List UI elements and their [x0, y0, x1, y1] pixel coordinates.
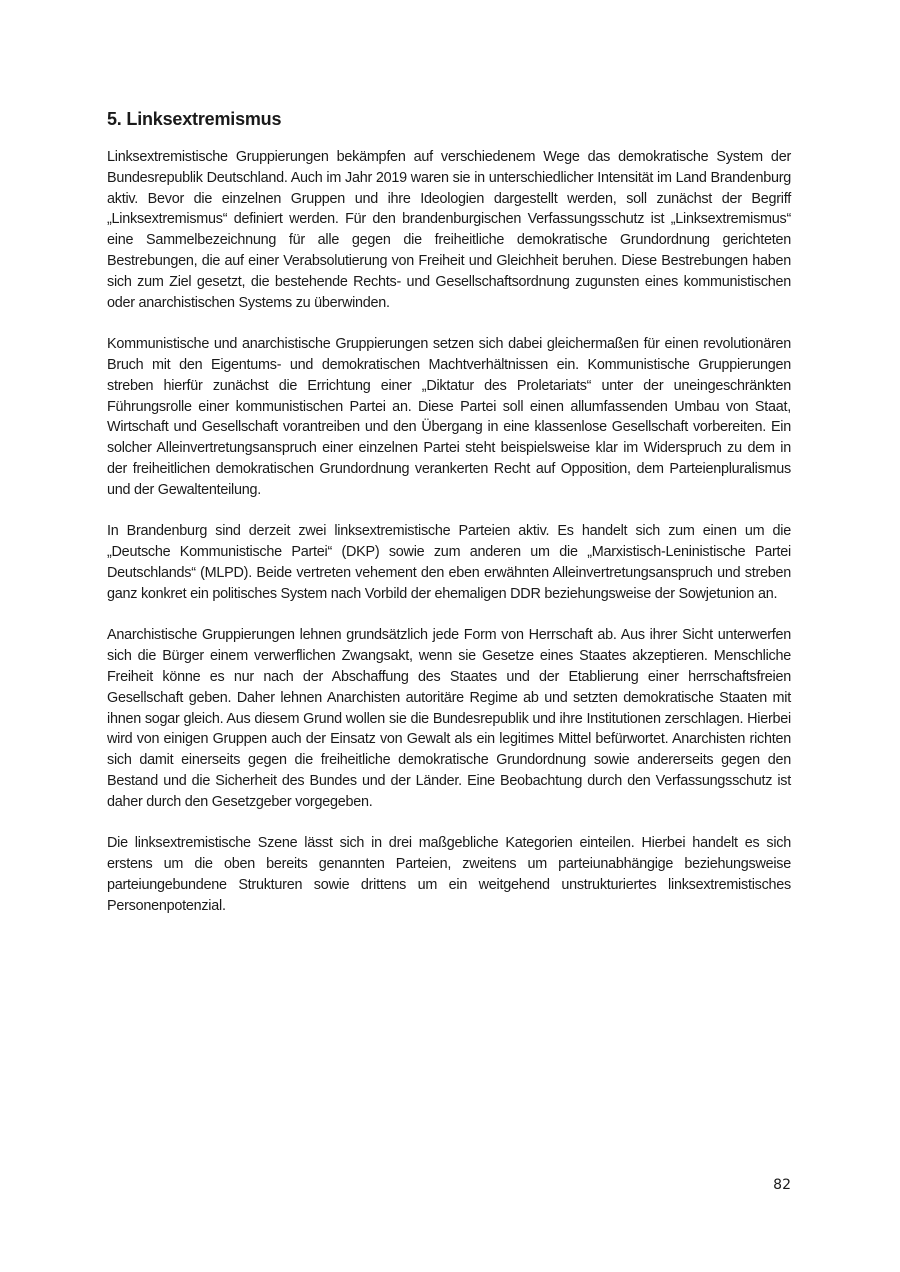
paragraph-anarchist-groups: Anarchistische Gruppierungen lehnen grundsätzlich jede Form von Herrschaft ab. Aus ihrer Sicht unterwerfen sich die Bürger einem verwerflichen Zwangsakt, wenn sie Gesetze eines Staates akzeptieren. Menschliche Freiheit könne es nur nach der Abschaffung des Staates und der Etablierung einer herrschaftsfreien Gesellschaft geben. Daher lehnen Anarchisten autoritäre Regime ab und setzten demokratische Staaten mit ihnen sogar gleich. Aus diesem Grund wollen sie die Bundesrepublik und ihre Institutionen zerschlagen. Hierbei wird von einigen Gruppen auch der Einsatz von Gewalt als ein legitimes Mittel befürwortet. Anarchisten richten sich damit einerseits gegen die freiheitliche demokratische Grundordnung sowie andererseits gegen den Bestand und die Sicherheit des Bundes und der Länder. Eine Beobachtung durch den Verfassungsschutz ist daher durch den Gesetzgeber vorgegeben. [107, 627, 791, 810]
paragraph-parties: In Brandenburg sind derzeit zwei linksextremistische Parteien aktiv. Es handelt sich zum einen um die „Deutsche Kommunistische Partei“ (DKP) sowie zum anderen um die „Marxistisch-Leninistische Partei Deutschlands“ (MLPD). Beide vertreten vehement den eben erwähnten Alleinvertretungsanspruch und streben ganz konkret ein politisches System nach Vorbild der ehemaligen DDR beziehungsweise der Sowjetunion an. [107, 523, 791, 602]
document-page [107, 108, 791, 937]
paragraph-communist-anarchist: Kommunistische und anarchistische Gruppierungen setzen sich dabei gleichermaßen für einen revolutionären Bruch mit den Eigentums- und demokratischen Machtverhältnissen ein. Kommunistische Gruppierungen streben hierfür zunächst die Errichtung einer „Diktatur des Proletariats“ unter der uneingeschränkten Führungsrolle einer kommunistischen Partei an. Diese Partei soll einen allumfassenden Umbau von Staat, Wirtschaft und Gesellschaft vorantreiben und den Übergang in eine klassenlose Gesellschaft vorbereiten. Ein solcher Alleinvertretungsanspruch einer einzelnen Partei steht beispielsweise klar im Widerspruch zu dem in der freiheitlichen demokratischen Grundordnung verankerten Recht auf Opposition, dem Parteienpluralismus und der Gewaltenteilung. [107, 336, 791, 498]
page-number: 82 [773, 1177, 791, 1193]
paragraph-definition: Linksextremistische Gruppierungen bekämpfen auf verschiedenem Wege das demokratische System der Bundesrepublik Deutschland. Auch im Jahr 2019 waren sie in unterschiedlicher Intensität im Land Brandenburg aktiv. Bevor die einzelnen Gruppen und ihre Ideologien dargestellt werden, soll zunächst der Begriff „Linksextremismus“ definiert werden. Für den brandenburgischen Verfassungsschutz ist „Linksextremismus“ eine Sammelbezeichnung für alle gegen die freiheitliche demokratische Grundordnung gerichteten Bestrebungen, die auf einer Verabsolutierung von Freiheit und Gleichheit beruhen. Diese Bestrebungen haben sich zum Ziel gesetzt, die bestehende Rechts- und Gesellschaftsordnung zugunsten eines kommunistischen oder anarchistischen Systems zu überwinden. [107, 149, 791, 311]
paragraph-categories: Die linksextremistische Szene lässt sich in drei maßgebliche Kategorien einteilen. Hierbei handelt es sich erstens um die oben bereits genannten Parteien, zweitens um parteiunabhängige beziehungsweise parteiungebundene Strukturen sowie drittens um ein weitgehend unstrukturiertes linksextremistisches Personenpotenzial. [107, 835, 791, 914]
section-heading: 5. Linksextremismus [107, 109, 282, 129]
